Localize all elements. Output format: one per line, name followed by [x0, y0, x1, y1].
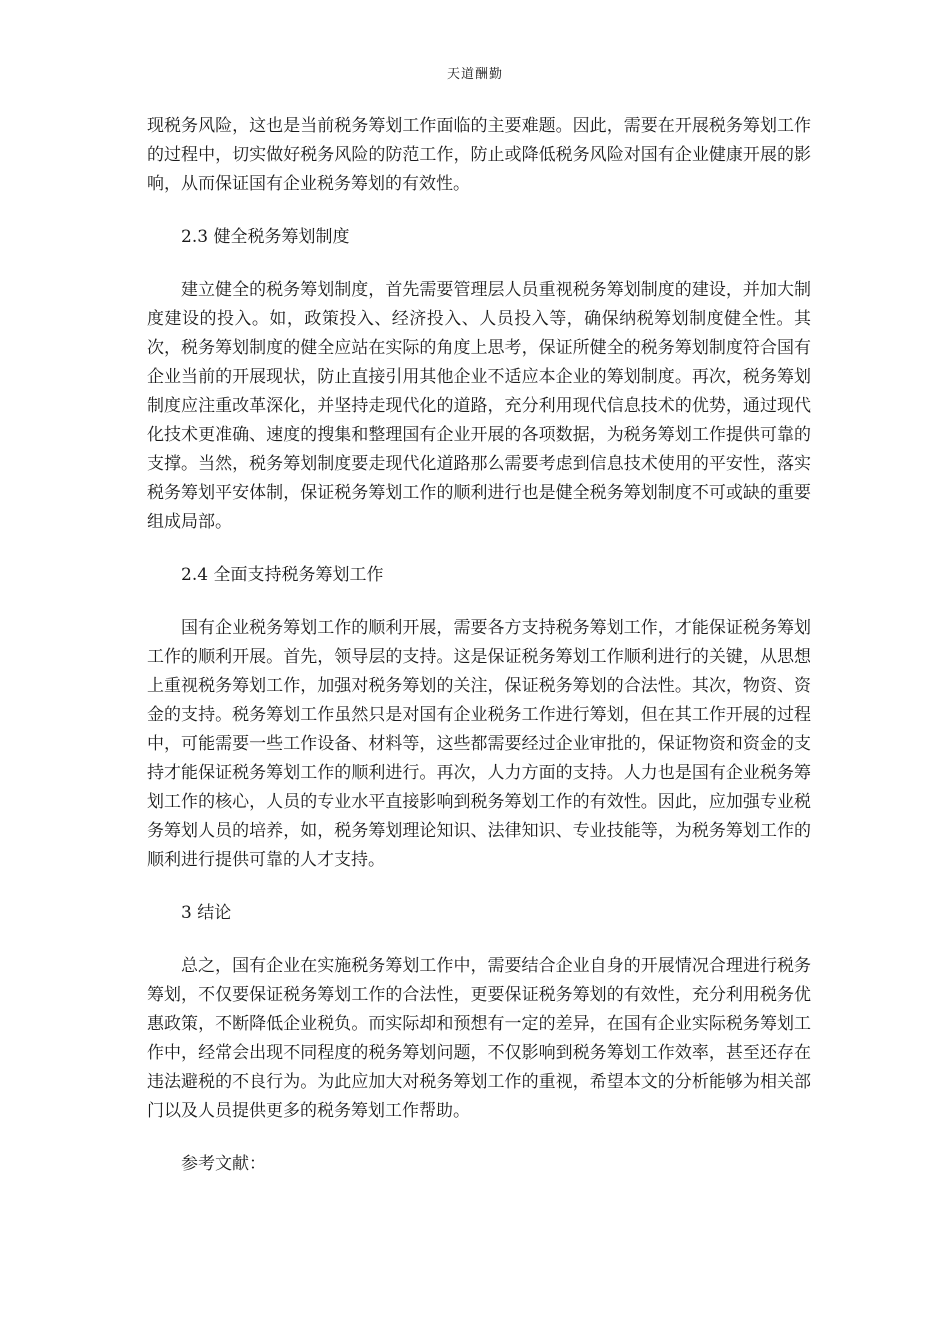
paragraph-conclusion: 总之，国有企业在实施税务筹划工作中，需要结合企业自身的开展情况合理进行税务筹划，不仅要保证税务筹划工作的合法性，更要保证税务筹划的有效性，充分利用税务优惠政策，不断降低企业税负。而实际却和预想有一定的差异，在国有企业实际税务筹划工作中，经常会出现不同程度的税务筹划问题，不仅影响到税务筹划工作效率，甚至还存在违法避税的不良行为。为此应加大对税务筹划工作的重视，希望本文的分析能够为相关部门以及人员提供更多的税务筹划工作帮助。 [147, 956, 811, 1121]
page-header: 天道酬勤 [446, 67, 503, 82]
section-heading-2-4: 2.4 全面支持税务筹划工作 [181, 565, 384, 585]
references-heading: 参考文献： [181, 1154, 266, 1174]
paragraph-intro: 现税务风险，这也是当前税务筹划工作面临的主要难题。因此，需要在开展税务筹划工作的过程中，切实做好税务风险的防范工作，防止或降低税务风险对国有企业健康开展的影响，从而保证国有企业税务筹划的有效性。 [147, 116, 811, 194]
paragraph-2-4: 国有企业税务筹划工作的顺利开展，需要各方支持税务筹划工作，才能保证税务筹划工作的顺利开展。首先，领导层的支持。这是保证税务筹划工作顺利进行的关键，从思想上重视税务筹划工作，加强对税务筹划的关注，保证税务筹划的合法性。其次，物资、资金的支持。税务筹划工作虽然只是对国有企业税务工作进行筹划，但在其工作开展的过程中，可能需要一些工作设备、材料等，这些都需要经过企业审批的，保证物资和资金的支持才能保证税务筹划工作的顺利进行。再次，人力方面的支持。人力也是国有企业税务筹划工作的核心，人员的专业水平直接影响到税务筹划工作的有效性。因此，应加强专业税务筹划人员的培养，如，税务筹划理论知识、法律知识、专业技能等，为税务筹划工作的顺利进行提供可靠的人才支持。 [147, 618, 811, 870]
section-heading-2-3: 2.3 健全税务筹划制度 [181, 227, 350, 247]
document-body [147, 112, 811, 1179]
paragraph-2-3: 建立健全的税务筹划制度，首先需要管理层人员重视税务筹划制度的建设，并加大制度建设的投入。如，政策投入、经济投入、人员投入等，确保纳税筹划制度健全性。其次，税务筹划制度的健全应站在实际的角度上思考，保证所健全的税务筹划制度符合国有企业当前的开展现状，防止直接引用其他企业不适应本企业的筹划制度。再次，税务筹划制度应注重改革深化，并坚持走现代化的道路，充分利用现代信息技术的优势，通过现代化技术更准确、速度的搜集和整理国有企业开展的各项数据，为税务筹划工作提供可靠的支撑。当然，税务筹划制度要走现代化道路那么需要考虑到信息技术使用的平安性，落实税务筹划平安体制，保证税务筹划工作的顺利进行也是健全税务筹划制度不可或缺的重要组成局部。 [147, 280, 811, 532]
section-heading-3: 3 结论 [181, 903, 232, 923]
